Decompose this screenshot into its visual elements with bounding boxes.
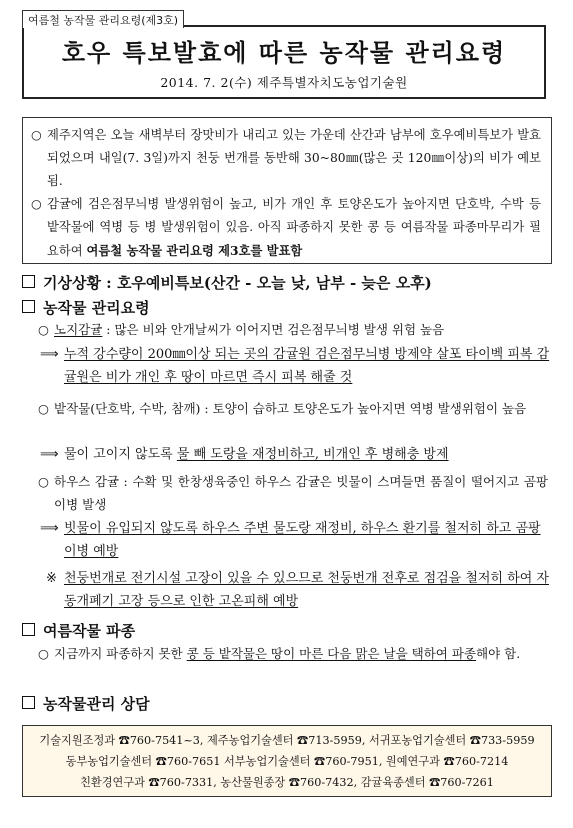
- item-text: : 수확 및 한창생육중인 하우스 감귤은 빗물이 스며들면 품질이 떨어지고 곰팡이병 발생: [54, 474, 548, 512]
- square-bullet-icon: [22, 300, 35, 313]
- crop-note: [46, 568, 550, 613]
- arrow-icon: ⟹: [40, 347, 59, 362]
- intro-item: [31, 193, 541, 263]
- item-text: : 토양이 습하고 토양온도가 높아지면 역병 발생위험이 높음: [200, 401, 527, 416]
- section-title: 농작물관리 상담: [43, 695, 150, 713]
- section-title: 기상상황 : 호우예비특보(산간 - 오늘 낮, 남부 - 늦은 오후): [43, 274, 432, 292]
- series-tag: 여름철 농작물 관리요령(제3호): [22, 10, 184, 28]
- section-crop-management: [22, 297, 150, 318]
- contact-line: 기술지원조정과 ☎760-7541~3, 제주농업기술센터 ☎713-5959, 서귀포농업기술센터 ☎733-5959: [39, 734, 535, 747]
- section-weather: [22, 272, 432, 293]
- section-summer-sowing: [22, 620, 135, 641]
- square-bullet-icon: [22, 275, 35, 288]
- intro-item: [31, 124, 541, 193]
- circle-bullet-icon: ○: [38, 646, 49, 661]
- contact-line: 친환경연구과 ☎760-7331, 농산물원종장 ☎760-7432, 감귤육종센터 ☎760-7261: [80, 776, 494, 789]
- square-bullet-icon: [22, 623, 35, 636]
- intro-text: 감귤에 검은점무늬병 발생위험이 높고, 비가 개인 후 토양온도가 높아지면 단호박, 수박 등 밭작물에 역병 등 병 발생위험이 있음. 아직 파종하지 못한 콩 등 여름작물 파종마무리가 필요하여: [47, 197, 541, 258]
- arrow-icon: ⟹: [40, 447, 59, 462]
- section-title: 농작물 관리요령: [43, 299, 150, 317]
- action-text: 누적 강수량이 200㎜이상 되는 곳의 감귤원 검은점무늬병 방제약 살포 타이벡 피복 감귤원은 비가 개인 후 땅이 마르면 즉시 피복 해줄 것: [64, 347, 550, 385]
- item-text: : 많은 비와 안개날씨가 이어지면 검은점무늬병 발생 위험 높음: [102, 322, 445, 337]
- circle-bullet-icon: ○: [31, 128, 42, 142]
- reference-mark-icon: ※: [46, 571, 57, 586]
- arrow-icon: ⟹: [40, 521, 59, 536]
- contact-line: 동부농업기술센터 ☎760-7651 서부농업기술센터 ☎760-7951, 원예연구과 ☎760-7214: [65, 755, 509, 768]
- document-title: 호우 특보발효에 따른 농작물 관리요령: [61, 39, 507, 67]
- section-consultation: [22, 693, 150, 714]
- item-head: 노지감귤: [54, 322, 103, 337]
- item-text: 지금까지 파종하지 못한: [54, 646, 187, 661]
- intro-text: 제주지역은 오늘 새벽부터 장맛비가 내리고 있는 가운데 산간과 남부에 호우예비특보가 발효되었으며 내일(7. 3일)까지 천둥 번개를 동반해 30~80㎜(많은 곳 120㎜이상)의 비가 예보됨.: [47, 128, 541, 188]
- item-head: 하우스 감귤: [54, 474, 119, 489]
- sowing-item: [38, 643, 548, 666]
- item-text-end: 해야 함.: [476, 646, 521, 661]
- crop-action-citrus-open: [40, 344, 550, 389]
- crop-item-field: [38, 398, 548, 421]
- circle-bullet-icon: ○: [38, 322, 49, 337]
- square-bullet-icon: [22, 696, 35, 709]
- circle-bullet-icon: ○: [31, 197, 42, 211]
- action-text-underlined: 물 빼 도랑을 재정비하고, 비개인 후 병해충 방제: [176, 447, 449, 462]
- circle-bullet-icon: ○: [38, 474, 49, 489]
- action-text: 빗물이 유입되지 않도록 하우스 주변 물도랑 재정비, 하우스 환기를 철저히 하고 곰팡이병 예방: [64, 521, 541, 559]
- circle-bullet-icon: ○: [38, 401, 49, 416]
- dateline: 2014. 7. 2(수) 제주특별자치도농업기술원: [160, 75, 408, 90]
- item-head: 밭작물(단호박, 수박, 참깨): [54, 401, 201, 416]
- title-box: [22, 25, 546, 99]
- contact-box: [22, 725, 552, 797]
- section-title: 여름작물 파종: [43, 622, 136, 640]
- crop-action-field: [40, 444, 550, 467]
- item-text-underlined: 콩 등 밭작물은 땅이 마른 다음 맑은 날을 택하여 파종: [186, 646, 477, 661]
- intro-bold-text: 여름철 농작물 관리요령 제3호를 발표함: [86, 243, 303, 258]
- crop-action-house-citrus: [40, 518, 550, 563]
- crop-item-citrus-open: [38, 319, 548, 342]
- note-text: 천둥번개로 전기시설 고장이 있을 수 있으므로 천둥번개 전후로 점검을 철저히 하여 자동개폐기 고장 등으로 인한 고온피해 예방: [64, 571, 549, 609]
- intro-box: [22, 117, 552, 264]
- action-text: 물이 고이지 않도록: [64, 447, 177, 462]
- crop-item-house-citrus: [38, 471, 548, 516]
